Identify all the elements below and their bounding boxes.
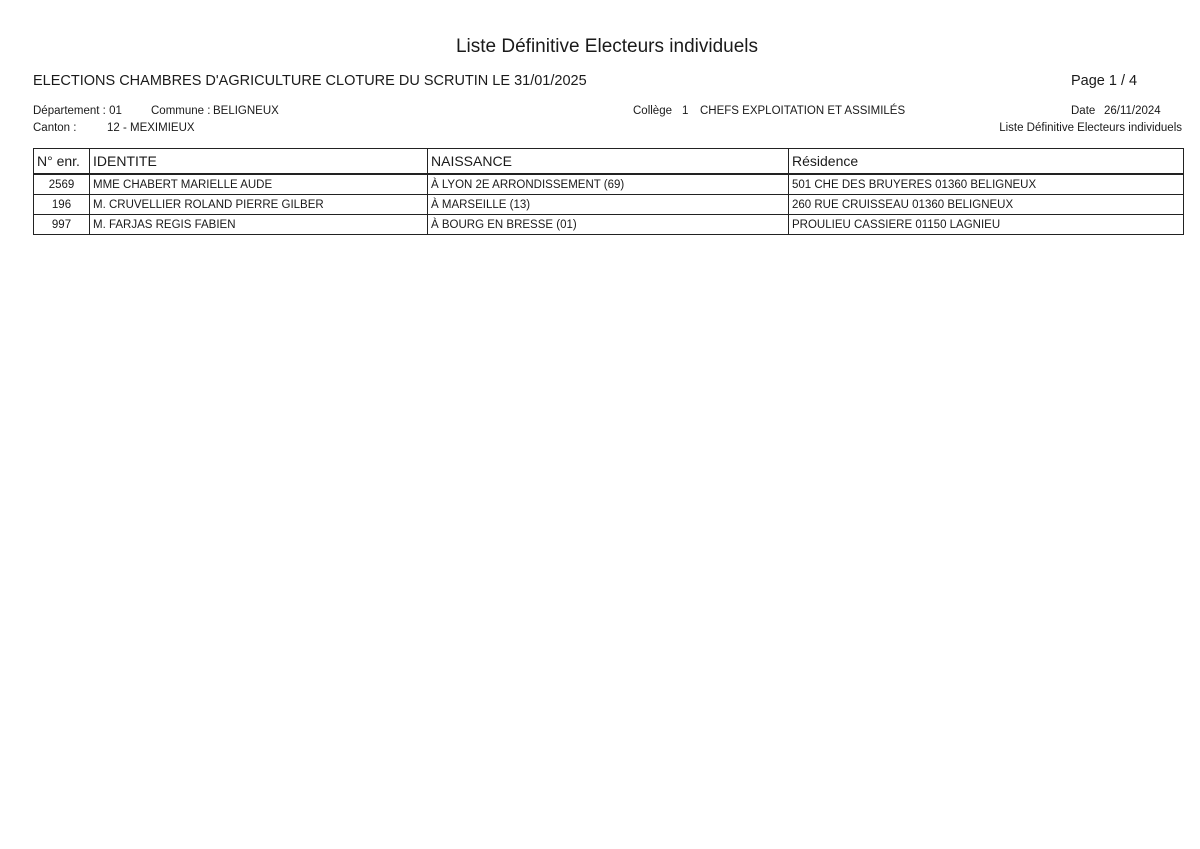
header-identite: IDENTITE <box>90 149 428 175</box>
departement-label: Département : 01 <box>33 105 122 117</box>
cell-numero: 2569 <box>34 174 90 195</box>
college-label: Collège <box>633 105 672 117</box>
header-numero: N° enr. <box>34 149 90 175</box>
date-value: 26/11/2024 <box>1104 105 1161 117</box>
canton-label: Canton : <box>33 122 77 134</box>
table-row <box>34 174 1184 195</box>
table-row <box>34 215 1184 235</box>
table-header-row <box>34 149 1184 175</box>
header-residence: Résidence <box>789 149 1184 175</box>
cell-naissance: À MARSEILLE (13) <box>428 195 789 215</box>
cell-identite: M. FARJAS REGIS FABIEN <box>90 215 428 235</box>
list-subtitle: Liste Définitive Electeurs individuels <box>999 122 1182 134</box>
table-row <box>34 195 1184 215</box>
college-number: 1 <box>682 105 689 117</box>
voters-table <box>33 148 1184 235</box>
cell-naissance: À LYON 2E ARRONDISSEMENT (69) <box>428 174 789 195</box>
college-name: CHEFS EXPLOITATION ET ASSIMILÉS <box>700 105 906 117</box>
cell-residence: PROULIEU CASSIERE 01150 LAGNIEU <box>789 215 1184 235</box>
date-label: Date <box>1071 105 1096 117</box>
document-title: Liste Définitive Electeurs individuels <box>455 36 759 57</box>
canton-value: 12 - MEXIMIEUX <box>107 122 195 134</box>
election-title: ELECTIONS CHAMBRES D'AGRICULTURE CLOTURE DU SCRUTIN LE 31/01/2025 <box>33 73 587 89</box>
commune-value: BELIGNEUX <box>213 105 279 117</box>
cell-residence: 501 CHE DES BRUYERES 01360 BELIGNEUX <box>789 174 1184 195</box>
cell-residence: 260 RUE CRUISSEAU 01360 BELIGNEUX <box>789 195 1184 215</box>
cell-numero: 196 <box>34 195 90 215</box>
cell-identite: MME CHABERT MARIELLE AUDE <box>90 174 428 195</box>
cell-identite: M. CRUVELLIER ROLAND PIERRE GILBER <box>90 195 428 215</box>
header-naissance: NAISSANCE <box>428 149 789 175</box>
cell-naissance: À BOURG EN BRESSE (01) <box>428 215 789 235</box>
commune-label: Commune : <box>151 105 211 117</box>
cell-numero: 997 <box>34 215 90 235</box>
page-number: Page 1 / 4 <box>1071 73 1138 89</box>
